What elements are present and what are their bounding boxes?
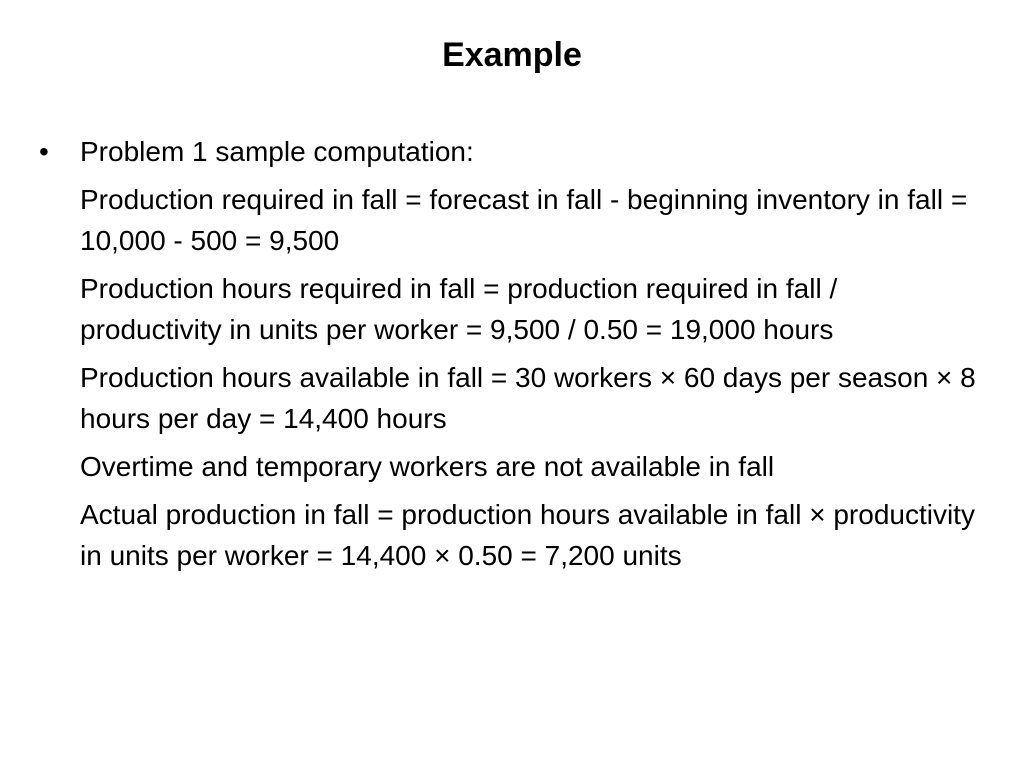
overtime-note: Overtime and temporary workers are not available in fall bbox=[80, 451, 775, 482]
bullet-item bbox=[36, 131, 986, 172]
bullet-marker: • bbox=[39, 136, 49, 167]
bullet-text: Problem 1 sample computation: bbox=[80, 136, 474, 167]
computation-hours-available: Production hours available in fall = 30 workers × 60 days per season × 8 hours per day = 14,400 hours bbox=[80, 362, 976, 434]
slide-body bbox=[36, 131, 986, 583]
slide-title: Example bbox=[442, 36, 582, 74]
computation-production-required: Production required in fall = forecast in fall - beginning inventory in fall = 10,000 - 500 = 9,500 bbox=[80, 184, 968, 256]
computation-hours-required: Production hours required in fall = production required in fall / productivity in units per worker = 9,500 / 0.50 = 19,000 hours bbox=[80, 273, 838, 345]
computation-actual-production: Actual production in fall = production hours available in fall × productivity in units per worker = 14,400 × 0.50 = 7,200 units bbox=[80, 499, 975, 571]
